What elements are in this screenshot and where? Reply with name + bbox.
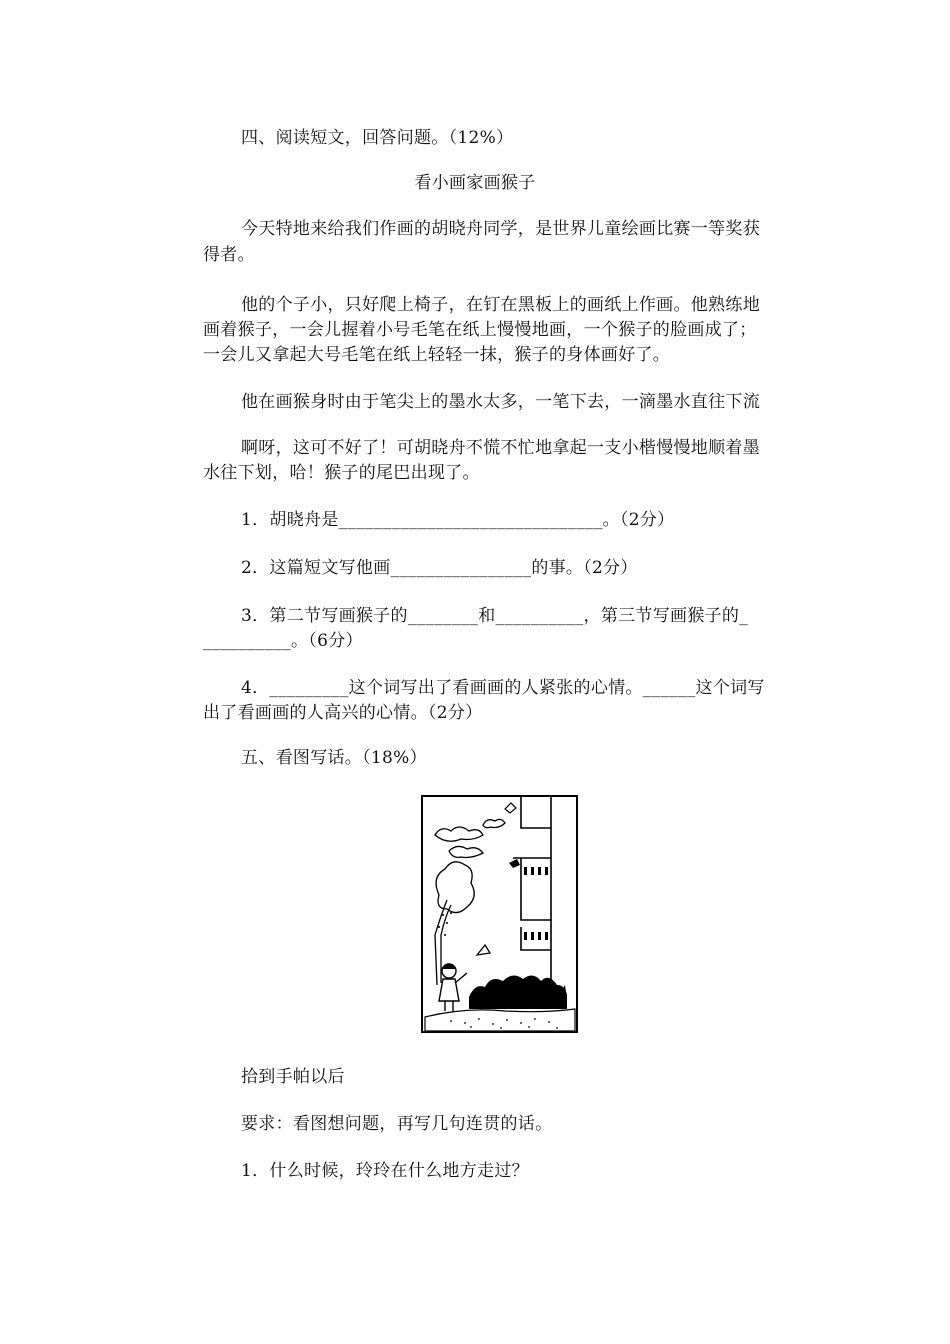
passage-title: 看小画家画猴子	[414, 173, 536, 193]
picture-question-1: 1．什么时候，玲玲在什么地方走过？	[241, 1161, 529, 1181]
passage-p2-line2: 画着猴子，一会儿握着小号毛笔在纸上慢慢地画，一个猴子的脸画成了；	[203, 320, 757, 340]
passage-p2-line1: 他的个子小，只好爬上椅子，在钉在黑板上的画纸上作画。他熟练地	[241, 295, 760, 315]
illustration-girl-handkerchief	[421, 795, 578, 1033]
question-4-line1: 4．_________这个词写出了看画画的人紧张的心情。______这个词写	[241, 678, 765, 698]
passage-p1-line2: 得者。	[203, 245, 255, 265]
section5-heading: 五、看图写话。（18%）	[241, 748, 427, 768]
passage-p4-line1: 啊呀，这可不好了！可胡晓舟不慌不忙地拿起一支小楷慢慢地顺着墨	[241, 438, 760, 458]
question-3-line1: 3．第二节写画猴子的________和__________，第三节写画猴子的_	[241, 606, 749, 626]
question-1: 1．胡晓舟是______________________________。（2分）	[241, 510, 675, 530]
question-2: 2．这篇短文写他画________________的事。（2分）	[241, 558, 638, 578]
section4-heading: 四、阅读短文，回答问题。（12%）	[241, 128, 514, 148]
passage-p3-line1: 他在画猴身时由于笔尖上的墨水太多，一笔下去，一滴墨水直往下流	[241, 392, 760, 412]
passage-p4-line2: 水往下划，哈！猴子的尾巴出现了。	[203, 463, 480, 483]
question-3-line2: __________。（6分）	[203, 631, 363, 651]
picture-title: 拾到手帕以后	[241, 1067, 345, 1087]
question-4-line2: 出了看画画的人高兴的心情。（2分）	[203, 703, 483, 723]
passage-p1-line1: 今天特地来给我们作画的胡晓舟同学，是世界儿童绘画比赛一等奖获	[241, 219, 760, 239]
writing-requirement: 要求：看图想问题，再写几句连贯的话。	[241, 1114, 553, 1134]
passage-p2-line3: 一会儿又拿起大号毛笔在纸上轻轻一抹，猴子的身体画好了。	[203, 345, 671, 365]
